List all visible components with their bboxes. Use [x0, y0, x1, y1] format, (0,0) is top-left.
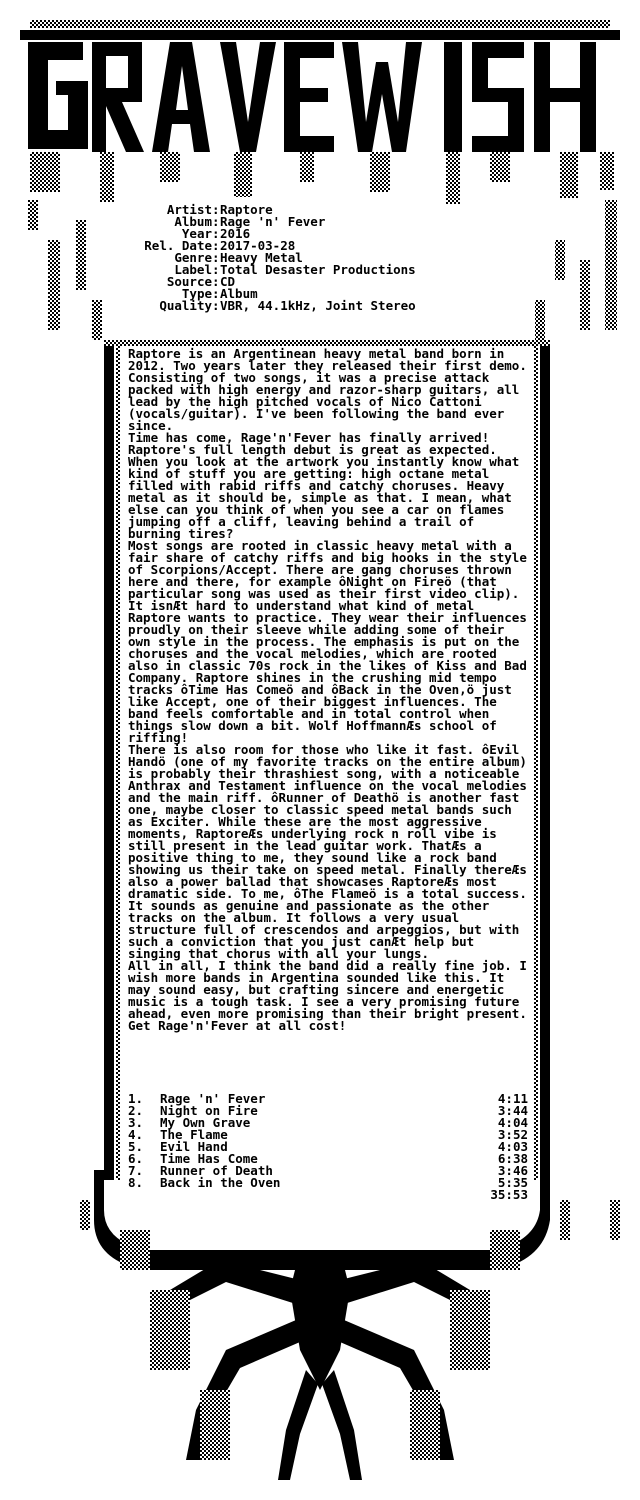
info-key: Type	[181, 286, 212, 301]
track-duration: 3:52	[497, 1127, 528, 1142]
gravewish-logo	[0, 12, 640, 212]
track-duration: 3:46	[497, 1163, 528, 1178]
info-key: Source	[166, 274, 212, 289]
track-number: 8.	[128, 1175, 144, 1190]
track-duration: 4:11	[497, 1091, 528, 1106]
info-value: Raptore	[220, 202, 273, 217]
info-value: 2016	[220, 226, 251, 241]
track-duration: 6:38	[497, 1151, 528, 1166]
info-key: Genre	[174, 250, 212, 265]
info-key: Artist	[166, 202, 212, 217]
track-number: 6.	[128, 1151, 144, 1166]
track-title: Night on Fire	[160, 1103, 258, 1118]
review-paragraph: Most songs are rooted in classic heavy metal with a fair share of catchy riffs and big hooks in the style of Scorpions/Accept. There are gang choruses thrown here and there, for example ôNight on Fireö (that particular song was used as their first video clip). It isnÆt hard to understand what kind of metal Raptore wants to practice. They wear their influences proudly on their sleeve while adding some of their own style in the process. The emphasis is put on the choruses and the vocal melodies, which are rooted also in classic 70s rock in the likes of Kiss and Bad Company. Raptore shines in the crushing mid tempo tracks ôTime Has Comeö and ôBack in the Oven,ö just like Accept, one of their biggest influences. The band feels comfortable and in total control when things slow down a bit. Wolf HoffmannÆs school of riffing!	[128, 538, 527, 745]
info-row	[120, 300, 560, 312]
review-paragraph: Time has come, Rage'n'Fever has finally arrived! Raptore's full length debut is great as expected. When you look at the artwork you instantly know what kind of stuff you are getting: high octane metal filled with rabid riffs and catchy choruses. Heavy metal as it should be, simple as that. I mean, what else can you think of when you see a car on flames jumping off a cliff, leaving behind a trail of burning tires?	[128, 430, 520, 541]
info-value: Total Desaster Productions	[220, 262, 416, 277]
track-number: 5.	[128, 1139, 144, 1154]
info-key: Label	[174, 262, 212, 277]
info-separator: :	[212, 298, 220, 313]
info-separator: :	[212, 238, 220, 253]
info-separator: :	[212, 202, 220, 217]
review-text	[128, 348, 533, 1032]
total-time: 35:53	[490, 1187, 528, 1202]
track-title: Runner of Death	[160, 1163, 273, 1178]
info-separator: :	[212, 286, 220, 301]
track-title: Back in the Oven	[160, 1175, 281, 1190]
track-number: 1.	[128, 1091, 144, 1106]
info-key: Rel. Date	[144, 238, 212, 253]
info-value: Rage 'n' Fever	[220, 214, 326, 229]
track-number: 4.	[128, 1127, 144, 1142]
track-duration: 4:03	[497, 1139, 528, 1154]
track-title: My Own Grave	[160, 1115, 251, 1130]
review-paragraph: All in all, I think the band did a really fine job. I wish more bands in Argentina sounded like this. It may sound easy, but crafting sincere and energetic music is a tough task. I see a very promising future ahead, even more promising than their bright present. Get Rage'n'Fever at all cost!	[128, 958, 527, 1033]
info-separator: :	[212, 274, 220, 289]
bottom-ornament	[0, 1170, 640, 1500]
info-value: 2017-03-28	[220, 238, 296, 253]
release-info	[120, 204, 560, 312]
info-separator: :	[212, 214, 220, 229]
track-title: Time Has Come	[160, 1151, 258, 1166]
info-key: Year	[181, 226, 212, 241]
review-paragraph: Raptore is an Argentinean heavy metal band born in 2012. Two years later they released their first demo. Consisting of two songs, it was a precise attack packed with high energy and razor-sharp guitars, all lead by the high pitched vocals of Nico Cattoni (vocals/guitar). I've been following the band ever since.	[128, 346, 527, 433]
info-separator: :	[212, 250, 220, 265]
track-duration: 3:44	[497, 1103, 528, 1118]
info-key: Album	[174, 214, 212, 229]
track-number: 7.	[128, 1163, 144, 1178]
track-duration: 4:04	[497, 1115, 528, 1130]
track-number: 2.	[128, 1103, 144, 1118]
info-key: Quality	[159, 298, 212, 313]
track-number: 3.	[128, 1115, 144, 1130]
info-value: VBR, 44.1kHz, Joint Stereo	[220, 298, 416, 313]
info-value: Album	[220, 286, 258, 301]
info-value: CD	[220, 274, 236, 289]
review-paragraph: There is also room for those who like it fast. ôEvil Handö (one of my favorite tracks on the entire album) is probably their thrashiest song, with a noticeable Anthrax and Testament influence on the vocal melodies and the main riff. ôRunner of Deathö is another fast one, maybe closer to classic speed metal bands such as Exciter. While these are the most aggressive moments, RaptoreÆs underlying rock n roll vibe is still present in the lead guitar work. ThatÆs a positive thing to me, they sound like a rock band showing us their take on speed metal. Finally thereÆs also a power ballad that showcases RaptoreÆs most dramatic side. To me, ôThe Flameö is a total success. It sounds as genuine and passionate as the other tracks on the album. It follows a very usual structure full of crescendos and arpeggios, but with such a conviction that you just canÆt help but singing that chorus with all your lungs.	[128, 742, 527, 961]
track-duration: 5:35	[497, 1175, 528, 1190]
info-separator: :	[212, 262, 220, 277]
info-separator: :	[212, 226, 220, 241]
info-value: Heavy Metal	[220, 250, 303, 265]
track-title: The Flame	[160, 1127, 228, 1142]
track-title: Rage 'n' Fever	[160, 1091, 266, 1106]
track-title: Evil Hand	[160, 1139, 228, 1154]
